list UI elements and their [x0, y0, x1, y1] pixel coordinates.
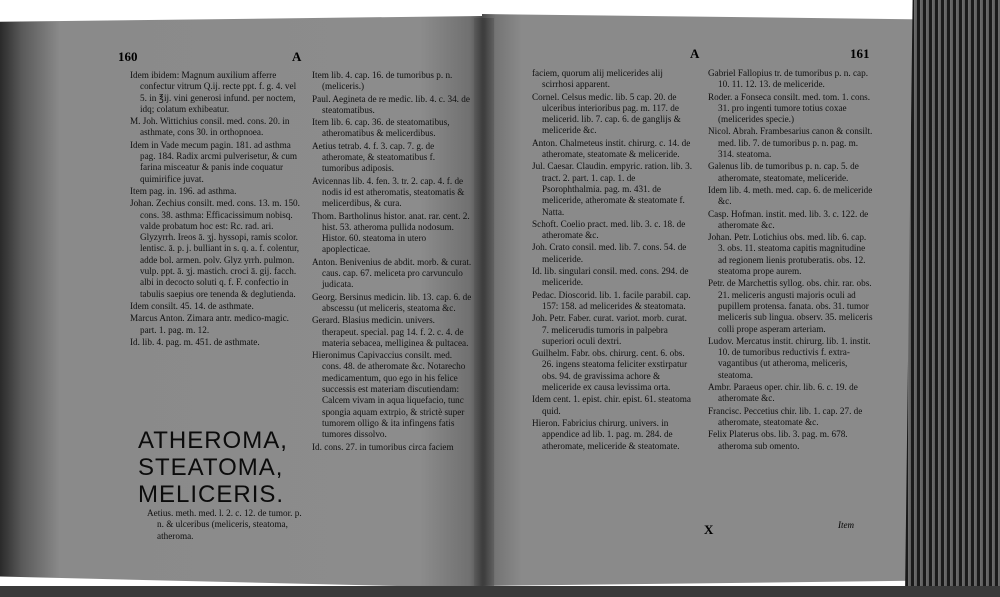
citation-entry: Joh. Petr. Faber. curat. variot. morb. curat. 7. melicerudis tumoris in palpebra superiori oculi dextri.	[532, 313, 687, 346]
citation-entry: M. Joh. Wittichius consil. med. cons. 20. in asthmate, cons 30. in orthopnoea.	[130, 116, 290, 138]
citation-entry: Jul. Caesar. Claudin. empyric. ration. lib. 3. tract. 2. part. 1. cap. 1. de Psorophthalmia. pag. m. 431. de meliceride, atheromate & steatomate f. Natta.	[532, 161, 692, 217]
citation-entry: Nicol. Abrah. Frambesarius canon & consilt. med. lib. 7. de tumoribus p. n. pag. m. 314. steatoma.	[708, 126, 873, 160]
citation-entry: Hieronimus Capivaccius consilt. med. cons. 48. de atheromate &c. Notarecho medicamentum, quo ego in his felice successis est materiam discutiendam: Calcem vivam in aqua liquefacio, tunc spongia aquam extrpio, & strictè super tumorem olligo & ita infingens fatis tumores dissolvo.	[312, 350, 466, 440]
citation-entry: Georg. Bersinus medicin. lib. 13. cap. 6. de abscessu (ut meliceris, steatoma &c.	[312, 291, 472, 313]
right-running-head: A	[690, 46, 700, 61]
citation-entry: Hieron. Fabricius chirurg. univers. in appendice ad lib. 1. pag. m. 284. de atheromate, meliceride & steatomate.	[532, 417, 680, 451]
citation-entry: Roder. a Fonseca consilt. med. tom. 1. cons. 31. pro ingenti tumore totius coxae (melicerides specie.)	[708, 91, 871, 125]
citation-entry: Aetius. meth. med. l. 2. c. 12. de tumor. p. n. & ulceribus (meliceris, steatoma, atheroma.	[147, 508, 302, 541]
citation-entry: Id. lib. singulari consil. med. cons. 294. de meliceride.	[532, 266, 689, 288]
citation-entry: faciem, quorum alij melicerides alij scirrhosi apparent.	[532, 68, 663, 90]
citation-entry: Cornel. Celsus medic. lib. 5 cap. 20. de ulceribus interioribus pag. m. 117. de melicerid. lib. 7. cap. 6. de ganglijs & meliceride &c.	[532, 91, 681, 136]
signature-mark: X	[704, 522, 714, 537]
citation-entry: Item pag. in. 196. ad asthma.	[130, 185, 237, 196]
citation-entry: Ambr. Paraeus oper. chir. lib. 6. c. 19. de atheromate &c.	[708, 382, 858, 404]
citation-entry: Anton. Benivenius de abdit. morb. & curat. caus. cap. 67. meliceta pro carvunculo judicata.	[312, 256, 472, 290]
citation-entry: Gabriel Fallopius tr. de tumoribus p. n. cap. 10. 11. 12. 13. de meliceride.	[708, 68, 868, 90]
catchword: Item	[838, 520, 854, 530]
citation-entry: Idem consilt. 45. 14. de asthmate.	[130, 300, 254, 311]
citation-entry: Pedac. Dioscorid. lib. 1. facile parabil. cap. 157: 158. ad melicerides & steatomata.	[532, 289, 691, 311]
citation-entry: Ludov. Mercatus instit. chirurg. lib. 1. instit. 10. de tumoribus reductivis f. extra-vagantibus (ut atheroma, meliceris, steatoma.	[708, 335, 871, 380]
left-page-number: 160	[118, 49, 138, 64]
citation-entry: Item lib. 4. cap. 16. de tumoribus p. n. (meliceris.)	[312, 70, 453, 92]
left-running-head: A	[292, 49, 302, 64]
bottom-shadow	[0, 586, 1000, 597]
citation-entry: Paul. Aegineta de re medic. lib. 4. c. 34. de steatomatibus.	[312, 93, 470, 115]
citation-entry: Idem cent. 1. epist. chir. epist. 61. steatoma quid.	[532, 394, 691, 416]
right-column-3	[532, 68, 692, 453]
citation-entry: Id. lib. 4. pag. m. 451. de asthmate.	[130, 336, 260, 347]
section-heading-line: ATHEROMA,	[138, 427, 288, 454]
book-gutter	[474, 18, 494, 588]
citation-entry: Thom. Bartholinus histor. anat. rar. cent. 2. hist. 53. atheroma pullida nodosum. Histor. 60. steatoma in utero apoplecticae.	[312, 210, 470, 255]
citation-entry: Johan. Zechius consilt. med. cons. 13. m. 150. cons. 38. asthma: Efficacissimum nobisq. valde probatum hoc est: Rc. rad. ari. Glyzyrrh. Ireos ā. ʒj. hyssopi, ramis scolor. lentisc. ā. p. j. bulliant in s. q. a. f. colentur, adde bol. armen. polv. Glyz yrrh. pulmon. vulp. ppt. ā. ʒj. mastich. croci ā. gij. facch. albi in decocto soluti q. f. F. confectio in tabulis saepius ore tenenda & deglutienda.	[130, 198, 300, 299]
citation-entry: Francisc. Peccetius chir. lib. 1. cap. 27. de atheromate, steatomate &c.	[708, 405, 863, 427]
citation-entry: Item lib. 6. cap. 36. de steatomatibus, atheromatibus & melicerdibus.	[312, 117, 450, 139]
citation-entry: Johan. Petr. Lotichius obs. med. lib. 6. cap. 3. obs. 11. steatoma capitis magnitudine ad regionem lienis protuberatis. obs. 12. steatoma prope aurem.	[708, 232, 867, 277]
citation-entry: Anton. Chalmeteus instit. chirurg. c. 14. de atheromate, steatomate & meliceride.	[532, 137, 691, 160]
citation-entry: Guilhelm. Fabr. obs. chirurg. cent. 6. obs. 26. ingens steatoma feliciter exstirpatur obs. 94. de gravissima achore & meliceride ex causa levissima orta.	[532, 348, 688, 393]
citation-entry: Galenus lib. de tumoribus p. n. cap. 5. de atheromate, steatomate, meliceride.	[708, 161, 859, 183]
section-heading-line: MELICERIS.	[138, 481, 285, 508]
left-column-1	[130, 70, 302, 349]
citation-entry: Joh. Crato consil. med. lib. 7. cons. 54. de meliceride.	[532, 242, 687, 264]
citation-entry: Marcus Anton. Zimara antr. medico-magic. part. 1. pag. m. 12.	[130, 313, 289, 335]
citation-entry: Gerard. Blasius medicin. univers. therapeut. special. pag 14. f. 2. c. 4. de materia sebacea, melliginea & pultacea.	[312, 315, 469, 348]
citation-entry: Petr. de Marchettis syllog. obs. chir. rar. obs. 21. meliceris angusti majoris oculi ad pupillem protensa. fanata. obs. 31. tumor meliceris sub lingua. observ. 35. meliceris colli prope asperam arteriam.	[708, 278, 873, 334]
right-column-4	[708, 68, 874, 453]
page-edges	[905, 0, 1000, 597]
citation-entry: Casp. Hofman. instit. med. lib. 3. c. 122. de atheromate &c.	[708, 208, 869, 230]
citation-entry: Schoft. Coelio pract. med. lib. 3. c. 18. de atheromate &c.	[532, 218, 686, 241]
right-page-number: 161	[850, 46, 870, 61]
citation-entry: Idem in Vade mecum pagin. 181. ad asthma pag. 184. Radix arcmi pulverisetur, & cum farina misceatur & panis inde coquatur quimirifice juvat.	[130, 139, 298, 184]
citation-entry: Idem lib. 4. meth. med. cap. 6. de meliceride &c.	[708, 184, 873, 207]
section-heading-line: STEATOMA,	[138, 454, 284, 481]
section-heading	[138, 427, 308, 508]
left-column-2	[312, 70, 472, 454]
citation-entry: Aetius tetrab. 4. f. 3. cap. 7. g. de atheromate, & steatomatibus f. tumoribus adiposis.	[312, 140, 436, 174]
citation-entry: Avicennas lib. 4. fen. 3. tr. 2. cap. 4. f. de nodis id est atheromatis, steatomatis & melicerdibus, & cura.	[312, 175, 465, 209]
citation-entry: Id. cons. 27. in tumoribus circa faciem	[312, 441, 454, 452]
citation-entry: Idem ibidem: Magnum auxilium afferre confectur vitrum Q.ij. recte ppt. f. g. 4. vel 5. in ℥ij. vini generosi infund. per noctem, idq; colatum exhibeatur.	[130, 70, 297, 114]
citation-entry: Felix Platerus obs. lib. 3. pag. m. 678. atheroma sub omento.	[708, 429, 848, 451]
left-column-1-continued	[147, 508, 309, 543]
